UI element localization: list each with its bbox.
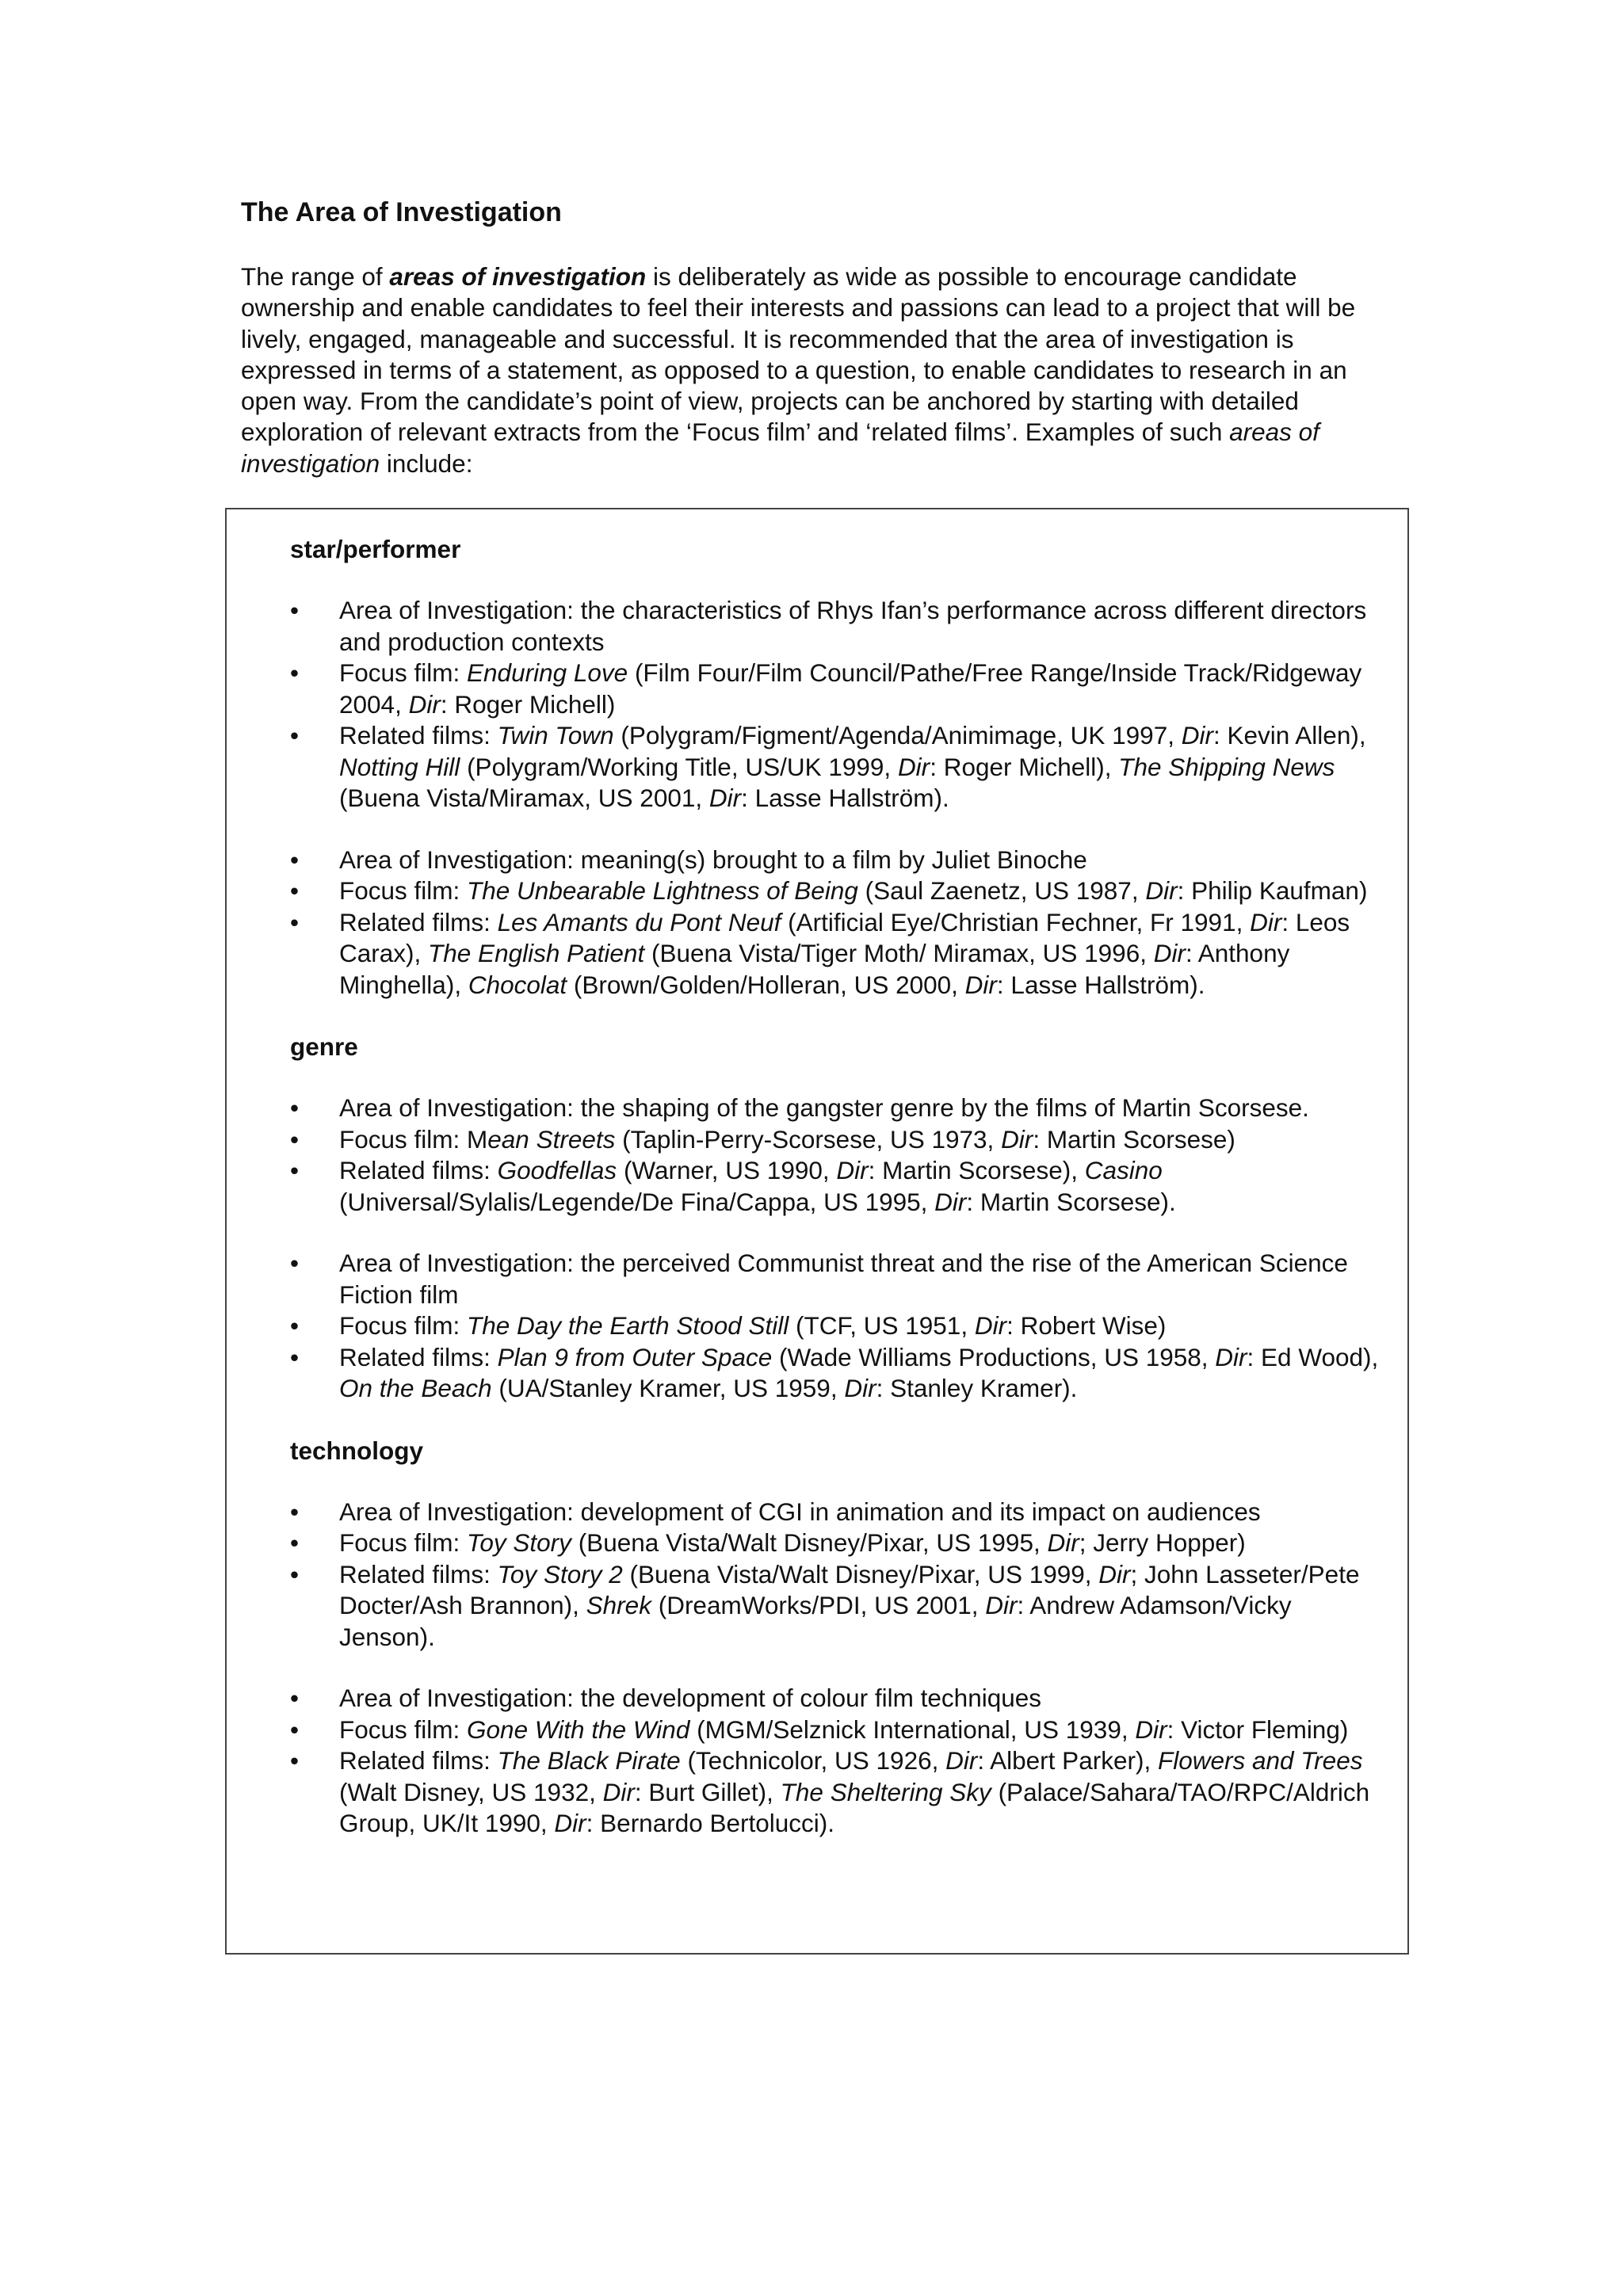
bullet-group	[290, 1248, 1384, 1405]
item-text: : Lasse Hallström).	[996, 970, 1205, 999]
italic-text: Shrek	[586, 1591, 651, 1619]
intro-italic-term: areas of investigation	[241, 418, 1319, 478]
item-text: : Burt Gillet),	[634, 1777, 781, 1806]
item-text: (Buena Vista/Walt Disney/Pixar, US 1999,	[622, 1559, 1099, 1589]
list-item	[290, 1093, 1384, 1124]
item-text: : Andrew Adamson/Vicky Jenson).	[339, 1591, 1292, 1651]
bullet-icon: •	[290, 596, 300, 624]
item-text: : Robert Wise)	[1006, 1311, 1167, 1340]
italic-text: Enduring Love	[467, 658, 628, 687]
list-item	[290, 658, 1384, 720]
item-text: Focus film:	[339, 876, 468, 905]
italic-text: Dir	[408, 689, 441, 719]
italic-text: Chocolat	[468, 970, 567, 999]
italic-text: Dir	[554, 1809, 586, 1837]
list-item	[290, 1124, 1384, 1156]
item-text: (Buena Vista/Tiger Moth/ Miramax, US 1996,	[644, 939, 1154, 967]
italic-text: The Shipping News	[1118, 752, 1335, 781]
page-title: The Area of Investigation	[241, 197, 562, 227]
item-text: : Stanley Kramer).	[876, 1374, 1078, 1402]
list-item	[290, 1497, 1384, 1528]
list-item	[290, 1714, 1384, 1746]
list-item	[290, 1745, 1384, 1840]
item-text: : Leos Carax),	[339, 907, 1350, 967]
italic-text: The Black Pirate	[497, 1746, 681, 1775]
italic-text: Notting Hill	[339, 752, 460, 781]
item-text: : Martin Scorsese),	[868, 1156, 1085, 1184]
item-text: Related films:	[339, 1156, 498, 1184]
item-text: : Anthony Minghella),	[339, 939, 1290, 999]
item-text: (TCF, US 1951,	[789, 1311, 975, 1340]
section-title: genre	[290, 1032, 358, 1061]
italic-text: The English Patient	[428, 939, 645, 967]
item-text: (Polygram/Figment/Agenda/Animimage, UK 1997,	[613, 721, 1182, 749]
italic-text: The Day the Earth Stood Still	[467, 1311, 789, 1340]
italic-text: Dir	[1153, 939, 1186, 967]
item-text: ; Jerry Hopper)	[1079, 1528, 1246, 1557]
bullet-icon: •	[290, 1311, 300, 1340]
list-item	[290, 1559, 1384, 1653]
item-text: : Ed Wood),	[1247, 1342, 1379, 1371]
intro-paragraph	[241, 261, 1398, 479]
item-text: Focus film:	[339, 1311, 468, 1340]
item-text: Focus film:	[339, 1714, 468, 1744]
bullet-icon: •	[290, 1249, 300, 1277]
intro-tail: include:	[380, 448, 473, 478]
bullet-icon: •	[290, 1497, 300, 1526]
italic-text: Dir	[602, 1777, 635, 1806]
item-text: ; John Lasseter/Pete Docter/Ash Brannon),	[339, 1559, 1360, 1619]
bullet-icon: •	[290, 1342, 300, 1371]
bullet-icon: •	[290, 1528, 300, 1557]
bullet-icon: •	[290, 1684, 300, 1712]
item-text: Area of Investigation: the shaping of the gangster genre by the films of Martin Scorsese.	[339, 1093, 1309, 1122]
italic-text: Flowers and Trees	[1157, 1746, 1363, 1775]
italic-text: The Sheltering Sky	[780, 1777, 991, 1806]
list-item	[290, 1527, 1384, 1559]
italic-text: Dir	[1181, 721, 1213, 749]
item-text: : Roger Michell),	[930, 752, 1119, 781]
list-item	[290, 1310, 1384, 1342]
item-text: Related films:	[339, 721, 498, 749]
list-item	[290, 907, 1384, 1001]
list-item	[290, 1155, 1384, 1218]
intro-lead: The range of	[241, 262, 390, 291]
item-text: Area of Investigation: meaning(s) brought to a film by Juliet Binoche	[339, 845, 1087, 874]
italic-text: Dir	[1135, 1714, 1167, 1744]
item-text: Area of Investigation: the characteristics of Rhys Ifan’s performance across different directors and production contexts	[339, 596, 1367, 656]
bullet-group	[290, 1683, 1384, 1840]
intro-body: is deliberately as wide as possible to encourage candidate ownership and enable candidates to feel their interests and passions can lead to a project that will be lively, engaged, manageable and successful. It is recommended that the area of investigation is expressed in terms of a statement, as opposed to a question, to enable candidates to research in an open way. From the candidate’s point of view, projects can be anchored by starting with detailed exploration of relevant extracts from the ‘Focus film’ and ‘related films’. Examples of such	[241, 262, 1356, 447]
item-text: (Buena Vista/Miramax, US 2001,	[339, 784, 709, 812]
item-text: Related films:	[339, 1342, 498, 1371]
item-text: : Martin Scorsese).	[966, 1187, 1176, 1216]
item-text: (Warner, US 1990,	[617, 1156, 837, 1184]
bullet-icon: •	[290, 1093, 300, 1122]
item-text: Related films:	[339, 1559, 498, 1589]
section-title: technology	[290, 1436, 424, 1465]
list-item	[290, 875, 1384, 907]
italic-text: Dir	[1215, 1342, 1247, 1371]
item-text: (DreamWorks/PDI, US 2001,	[651, 1591, 986, 1619]
item-text: (MGM/Selznick International, US 1939,	[689, 1714, 1136, 1744]
item-text: (Palace/Sahara/TAO/RPC/Aldrich Group, UK/It 1990,	[339, 1777, 1370, 1837]
list-item	[290, 1683, 1384, 1714]
bullet-icon: •	[290, 1124, 300, 1154]
examples-list	[290, 533, 1384, 1870]
intro-bold-term: areas of investigation	[389, 262, 647, 291]
item-text: (Artificial Eye/Christian Fechner, Fr 1991,	[781, 907, 1251, 936]
italic-text: Dir	[708, 784, 742, 812]
item-text: : Albert Parker),	[977, 1746, 1158, 1775]
bullet-icon: •	[290, 721, 300, 749]
item-text: Related films:	[339, 907, 498, 936]
italic-text: Les Amants du Pont Neuf	[497, 907, 781, 936]
item-text: (Brown/Golden/Holleran, US 2000,	[567, 970, 965, 999]
italic-text: Casino	[1084, 1156, 1163, 1184]
bullet-icon: •	[290, 876, 300, 905]
italic-text: Gone With the Wind	[467, 1714, 690, 1744]
bullet-icon: •	[290, 1746, 300, 1775]
item-text: Focus film:	[339, 658, 468, 687]
italic-text: Goodfellas	[497, 1156, 617, 1184]
bullet-group	[290, 1093, 1384, 1218]
item-text: Area of Investigation: development of CGI in animation and its impact on audiences	[339, 1497, 1261, 1526]
item-text: (Wade Williams Productions, US 1958,	[772, 1342, 1216, 1371]
italic-text: Dir	[985, 1591, 1018, 1619]
section-title: star/performer	[290, 535, 461, 563]
italic-text: Plan 9 from Outer Space	[497, 1342, 773, 1371]
item-text: Area of Investigation: the perceived Communist threat and the rise of the American Science Fiction film	[339, 1249, 1348, 1309]
item-text: : Philip Kaufman)	[1177, 876, 1368, 905]
italic-text: Dir	[897, 752, 930, 781]
italic-text: On the Beach	[339, 1374, 492, 1402]
item-text: : Roger Michell)	[440, 689, 616, 719]
item-text: (Film Four/Film Council/Pathe/Free Range/Inside Track/Ridgeway 2004,	[339, 658, 1362, 719]
bullet-icon: •	[290, 1156, 300, 1184]
bullet-icon: •	[290, 907, 300, 936]
examples-box	[225, 508, 1409, 1955]
italic-text: Dir	[1001, 1124, 1033, 1154]
italic-text: Dir	[1047, 1528, 1079, 1557]
bullet-group	[290, 1497, 1384, 1653]
bullet-icon: •	[290, 1714, 300, 1744]
item-text: (Buena Vista/Walt Disney/Pixar, US 1995,	[571, 1528, 1048, 1557]
bullet-group	[290, 595, 1384, 814]
item-text: (Technicolor, US 1926,	[680, 1746, 946, 1775]
item-text: (Saul Zaenetz, US 1987,	[857, 876, 1146, 905]
item-text: : Bernardo Bertolucci).	[586, 1809, 835, 1837]
list-item	[290, 1248, 1384, 1310]
item-text: Focus film:	[339, 1528, 468, 1557]
italic-text: Dir	[1250, 907, 1282, 936]
italic-text: Dir	[844, 1374, 876, 1402]
bullet-icon: •	[290, 658, 300, 687]
italic-text: The Unbearable Lightness of Being	[467, 876, 858, 905]
italic-text: Dir	[934, 1187, 967, 1216]
item-text: : Lasse Hallström).	[741, 784, 949, 812]
list-item	[290, 845, 1384, 876]
italic-text: Dir	[945, 1746, 978, 1775]
item-text: Related films:	[339, 1746, 498, 1775]
item-text: (Taplin-Perry-Scorsese, US 1973,	[615, 1124, 1002, 1154]
item-text: Area of Investigation: the development of colour film techniques	[339, 1684, 1042, 1712]
italic-text: Toy Story 2	[497, 1559, 623, 1589]
italic-text: Twin Town	[497, 721, 614, 749]
italic-text: Dir	[974, 1311, 1007, 1340]
item-text: (Polygram/Working Title, US/UK 1999,	[460, 752, 898, 781]
list-item	[290, 720, 1384, 814]
italic-text: Dir	[836, 1156, 869, 1184]
bullet-icon: •	[290, 845, 300, 874]
italic-text: Dir	[1098, 1559, 1131, 1589]
item-text: : Martin Scorsese)	[1033, 1124, 1235, 1154]
item-text: (Walt Disney, US 1932,	[339, 1777, 603, 1806]
italic-text: Toy Story	[467, 1528, 571, 1557]
italic-text: Dir	[964, 970, 997, 999]
item-text: : Victor Fleming)	[1167, 1714, 1349, 1744]
list-item	[290, 1342, 1384, 1405]
item-text: : Kevin Allen),	[1212, 721, 1366, 749]
bullet-group	[290, 845, 1384, 1001]
item-text: (Universal/Sylalis/Legende/De Fina/Cappa, US 1995,	[339, 1187, 935, 1216]
item-text: (UA/Stanley Kramer, US 1959,	[491, 1374, 845, 1402]
italic-text: ean Streets	[487, 1124, 616, 1154]
italic-text: Dir	[1145, 876, 1178, 905]
item-text: Focus film: M	[339, 1124, 488, 1154]
list-item	[290, 595, 1384, 658]
bullet-icon: •	[290, 1559, 300, 1589]
